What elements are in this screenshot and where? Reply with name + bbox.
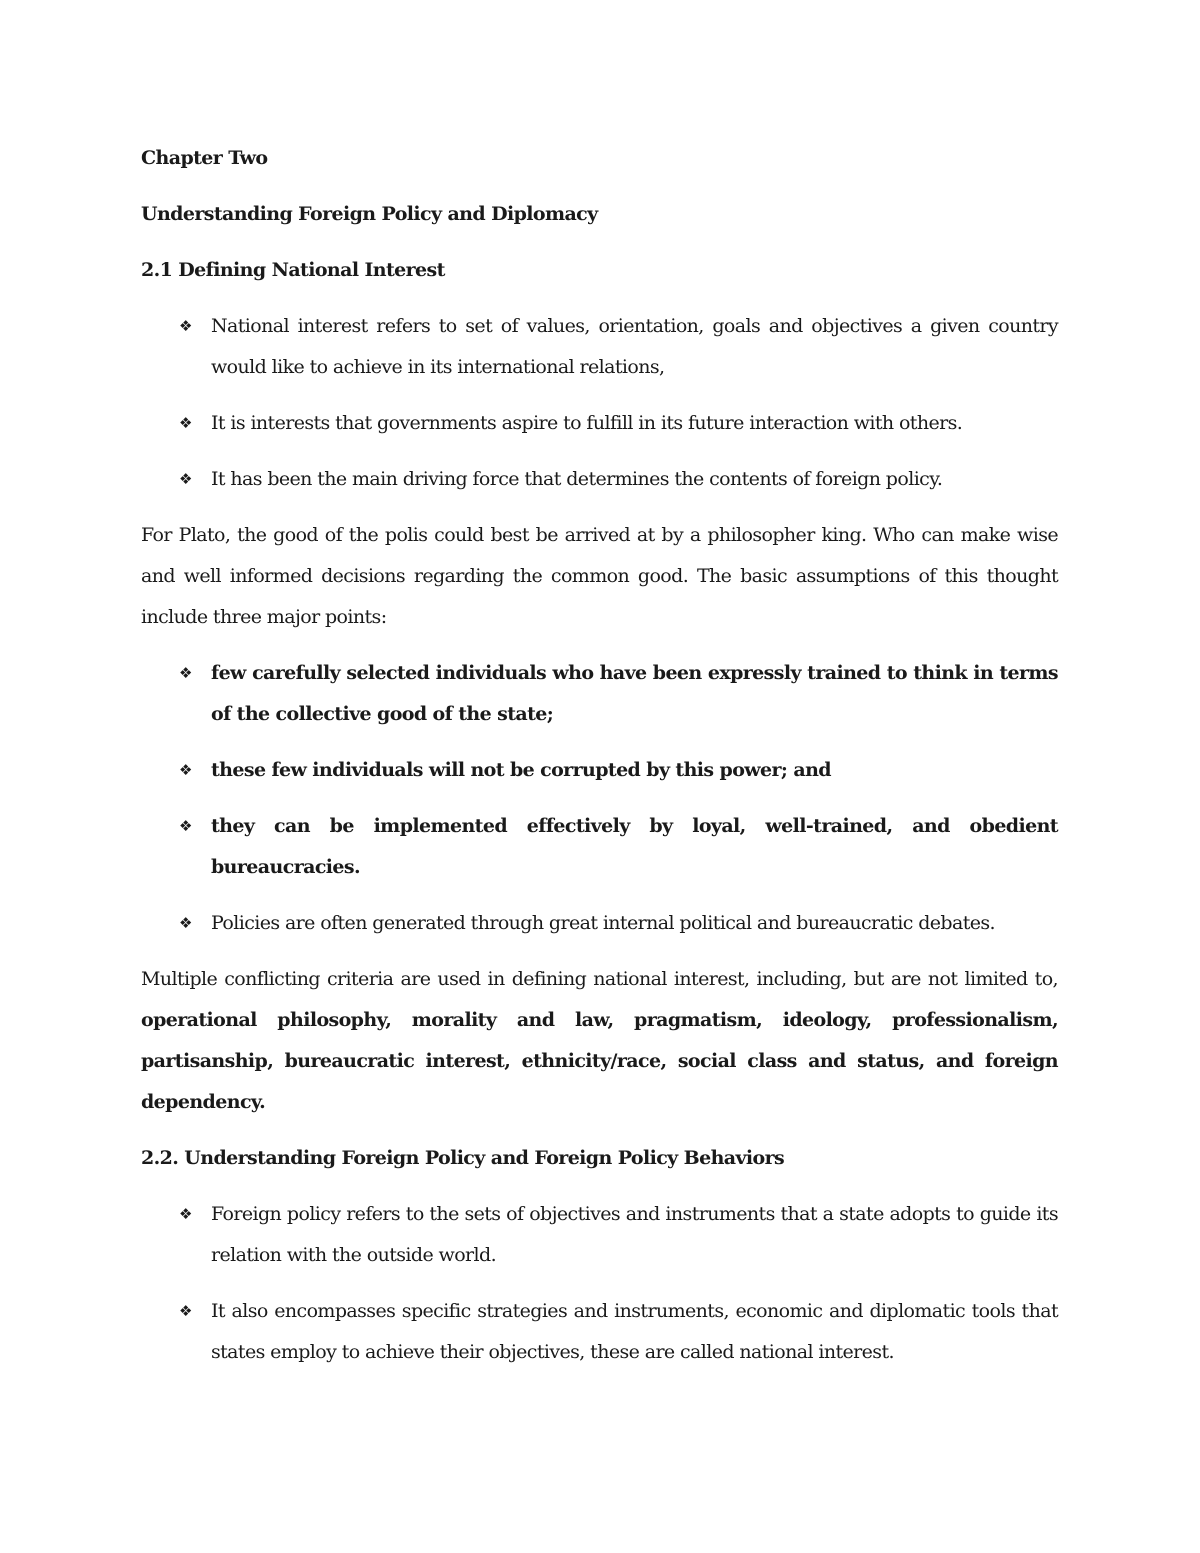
foreign-policy-bullets	[141, 1194, 1058, 1373]
diamond-bullet-icon: ❖	[179, 1302, 192, 1320]
bullet-text: Foreign policy refers to the sets of objectives and instruments that a state adopts to guide its relation with the outside world.	[211, 1203, 1058, 1266]
chapter-subtitle: Understanding Foreign Policy and Diplomacy	[141, 203, 598, 225]
list-item	[141, 903, 1058, 944]
diamond-bullet-icon: ❖	[179, 317, 192, 335]
list-item	[141, 1291, 1058, 1373]
list-item	[141, 750, 1058, 791]
section-heading-2-1: 2.1 Defining National Interest	[141, 259, 445, 281]
bullet-text: It has been the main driving force that determines the contents of foreign policy.	[211, 468, 943, 490]
bullet-text: It also encompasses specific strategies and instruments, economic and diplomatic tools that states employ to achieve their objectives, these are called national interest.	[211, 1300, 1058, 1363]
criteria-paragraph	[141, 959, 1058, 1123]
section-heading-2-2: 2.2. Understanding Foreign Policy and Foreign Policy Behaviors	[141, 1147, 785, 1169]
diamond-bullet-icon: ❖	[179, 761, 192, 779]
bullet-text: these few individuals will not be corrupted by this power; and	[211, 759, 831, 781]
diamond-bullet-icon: ❖	[179, 914, 192, 932]
diamond-bullet-icon: ❖	[179, 470, 192, 488]
list-item	[141, 459, 1058, 500]
plato-points-list	[141, 653, 1058, 944]
list-item	[141, 653, 1058, 735]
bullet-text: few carefully selected individuals who have been expressly trained to think in terms of the collective good of the state;	[211, 662, 1058, 725]
criteria-intro: Multiple conflicting criteria are used in defining national interest, including, but are not limited to,	[141, 968, 1058, 990]
diamond-bullet-icon: ❖	[179, 817, 192, 835]
criteria-list: operational philosophy, morality and law, pragmatism, ideology, professionalism, partisanship, bureaucratic interest, ethnicity/race, social class and status, and foreign dependency.	[141, 1009, 1058, 1113]
list-item	[141, 806, 1058, 888]
national-interest-bullets	[141, 306, 1058, 500]
bullet-text: It is interests that governments aspire to fulfill in its future interaction with others.	[211, 412, 963, 434]
list-item	[141, 403, 1058, 444]
bullet-text: National interest refers to set of values, orientation, goals and objectives a given country would like to achieve in its international relations,	[211, 315, 1058, 378]
document-page	[141, 138, 1058, 1388]
list-item	[141, 306, 1058, 388]
chapter-title: Chapter Two	[141, 147, 268, 169]
diamond-bullet-icon: ❖	[179, 414, 192, 432]
bullet-text: they can be implemented effectively by loyal, well-trained, and obedient bureaucracies.	[211, 815, 1058, 878]
diamond-bullet-icon: ❖	[179, 1205, 192, 1223]
list-item	[141, 1194, 1058, 1276]
diamond-bullet-icon: ❖	[179, 664, 192, 682]
plato-paragraph: For Plato, the good of the polis could best be arrived at by a philosopher king. Who can make wise and well informed decisions regarding the common good. The basic assumptions of this thought include three major points:	[141, 524, 1058, 628]
bullet-text: Policies are often generated through great internal political and bureaucratic debates.	[211, 912, 995, 934]
